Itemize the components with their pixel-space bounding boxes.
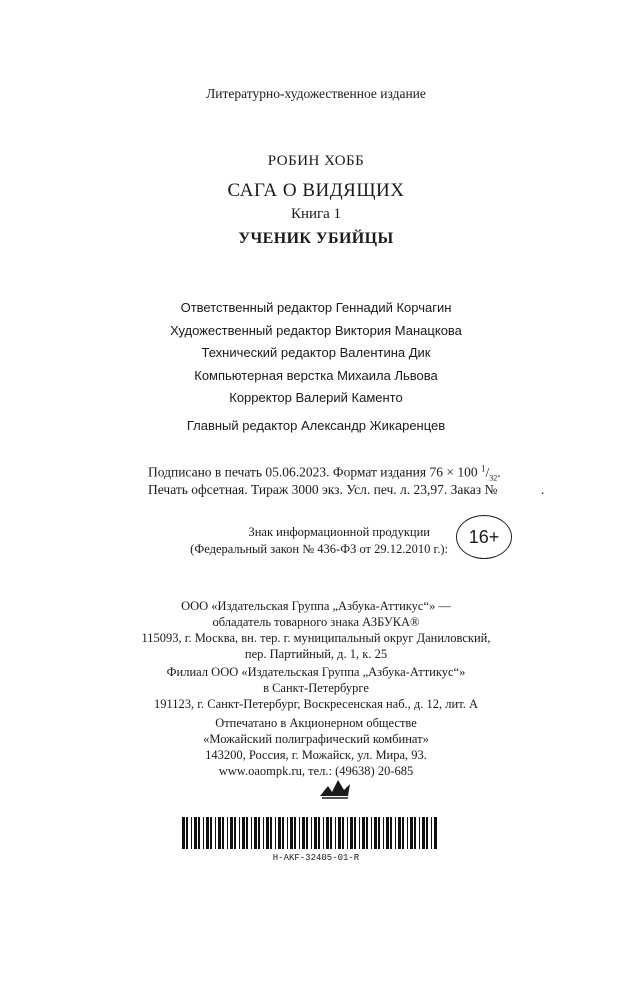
barcode-bar bbox=[342, 817, 344, 849]
credit-line: Ответственный редактор Геннадий Корчагин bbox=[180, 300, 452, 315]
barcode-bar bbox=[242, 817, 245, 849]
barcode-bar bbox=[266, 817, 269, 849]
book-series-title: САГА О ВИДЯЩИХ bbox=[227, 180, 405, 201]
barcode-bar bbox=[234, 817, 236, 849]
barcode-bar bbox=[395, 817, 396, 849]
barcode-bar bbox=[386, 817, 389, 849]
barcode-bar bbox=[222, 817, 224, 849]
barcode-bar bbox=[263, 817, 264, 849]
format-numerator: 1 bbox=[480, 463, 486, 473]
barcode-bar bbox=[359, 817, 360, 849]
barcode-bar bbox=[414, 817, 416, 849]
order-number-end: . bbox=[541, 482, 545, 497]
credits-list bbox=[0, 297, 632, 410]
barcode-bar bbox=[294, 817, 296, 849]
barcode-bar bbox=[282, 817, 284, 849]
barcode-bar bbox=[422, 817, 425, 849]
publisher-line: Филиал ООО «Издательская Группа „Азбука-Аттикус“» bbox=[166, 665, 466, 679]
publisher-line: 115093, г. Москва, вн. тер. г. муниципальный округ Даниловский, bbox=[141, 631, 491, 645]
printer-line: «Можайский полиграфический комбинат» bbox=[203, 732, 429, 746]
barcode-bar bbox=[270, 817, 272, 849]
barcode-bar bbox=[278, 817, 281, 849]
barcode-bar bbox=[314, 817, 317, 849]
barcode-bar bbox=[246, 817, 248, 849]
print-info-line-2: Печать офсетная. Тираж 3000 экз. Усл. печ. л. 23,97. Заказ № bbox=[148, 482, 498, 497]
chief-editor: Главный редактор Александр Жикаренцев bbox=[186, 418, 446, 433]
barcode-bar bbox=[378, 817, 380, 849]
barcode-bar bbox=[354, 817, 356, 849]
barcode-bar bbox=[186, 817, 188, 849]
barcode-bar bbox=[398, 817, 401, 849]
barcode-bar bbox=[374, 817, 377, 849]
printer-line: 143200, Россия, г. Можайск, ул. Мира, 93. bbox=[205, 748, 427, 762]
barcode-bar bbox=[326, 817, 329, 849]
barcode-bar bbox=[194, 817, 197, 849]
barcode-bar bbox=[206, 817, 209, 849]
barcode-bar bbox=[182, 817, 185, 849]
barcode-bar bbox=[335, 817, 336, 849]
barcode-bar bbox=[383, 817, 384, 849]
barcode-bar bbox=[302, 817, 305, 849]
barcode-bar bbox=[371, 817, 372, 849]
print-signed-date: Подписано в печать 05.06.2023. Формат издания 76 × 100 bbox=[148, 464, 478, 480]
barcode bbox=[180, 817, 440, 849]
barcode-bar bbox=[203, 817, 204, 849]
publisher-logo-icon bbox=[318, 776, 352, 800]
barcode-bar bbox=[431, 817, 432, 849]
barcode-bar bbox=[299, 817, 300, 849]
publisher-line: в Санкт-Петербурге bbox=[263, 681, 369, 695]
barcode-bar bbox=[239, 817, 240, 849]
publisher-line: 191123, г. Санкт-Петербург, Воскресенская наб., д. 12, лит. А bbox=[153, 697, 479, 711]
barcode-bar bbox=[419, 817, 420, 849]
barcode-bar bbox=[402, 817, 404, 849]
format-tail: . bbox=[497, 464, 501, 480]
credit-line: Корректор Валерий Каменто bbox=[229, 390, 403, 405]
barcode-bar bbox=[434, 817, 437, 849]
barcode-bar bbox=[410, 817, 413, 849]
barcode-bar bbox=[254, 817, 257, 849]
barcode-bar bbox=[251, 817, 252, 849]
barcode-bar bbox=[318, 817, 320, 849]
printer-line: Отпечатано в Акционерном обществе bbox=[215, 716, 417, 730]
barcode-bar bbox=[306, 817, 308, 849]
credit-line: Компьютерная верстка Михаила Львова bbox=[194, 367, 438, 383]
barcode-bar bbox=[330, 817, 332, 849]
publisher-line: пер. Партийный, д. 1, к. 25 bbox=[244, 647, 388, 661]
barcode-bar bbox=[227, 817, 228, 849]
barcode-bar bbox=[191, 817, 192, 849]
barcode-bar bbox=[198, 817, 200, 849]
series-label: Литературно-художественное издание bbox=[206, 86, 426, 101]
author-name: РОБИН ХОББ bbox=[267, 153, 365, 169]
publisher-line: ООО «Издательская Группа „Азбука-Аттикус“» — bbox=[181, 599, 451, 613]
barcode-bar bbox=[362, 817, 365, 849]
format-denominator: 32 bbox=[489, 473, 498, 483]
barcode-bar bbox=[347, 817, 348, 849]
printer-line: www.oaompk.ru, тел.: (49638) 20-685 bbox=[218, 764, 414, 778]
book-title: УЧЕНИК УБИЙЦЫ bbox=[238, 230, 394, 247]
format-fraction: $^1/_{32}$. bbox=[480, 463, 501, 483]
barcode-bar bbox=[366, 817, 368, 849]
barcode-bar bbox=[407, 817, 408, 849]
info-sign-law: (Федеральный закон № 436-ФЗ от 29.12.2010 г.): bbox=[190, 542, 448, 556]
book-number: Книга 1 bbox=[290, 206, 342, 222]
publisher-line: обладатель товарного знака АЗБУКА® bbox=[212, 615, 420, 629]
barcode-bar bbox=[210, 817, 212, 849]
barcode-bar bbox=[275, 817, 276, 849]
info-sign-label: Знак информационной продукции bbox=[248, 525, 430, 539]
barcode-bar bbox=[350, 817, 353, 849]
credit-line: Технический редактор Валентина Дик bbox=[201, 345, 431, 360]
barcode-bar bbox=[230, 817, 233, 849]
barcode-bar bbox=[390, 817, 392, 849]
barcode-bar bbox=[258, 817, 260, 849]
barcode-label: H-AKF-32405-01-R bbox=[272, 853, 360, 863]
credit-line: Художественный редактор Виктория Манацкова bbox=[170, 322, 462, 338]
barcode-bar bbox=[218, 817, 221, 849]
barcode-bar bbox=[426, 817, 428, 849]
barcode-bar bbox=[290, 817, 293, 849]
barcode-bar bbox=[311, 817, 312, 849]
barcode-bar bbox=[215, 817, 216, 849]
barcode-bar bbox=[287, 817, 288, 849]
barcode-bar bbox=[323, 817, 324, 849]
age-rating-badge: 16+ bbox=[456, 515, 512, 559]
print-info-line-1 bbox=[148, 463, 501, 482]
barcode-bar bbox=[338, 817, 341, 849]
